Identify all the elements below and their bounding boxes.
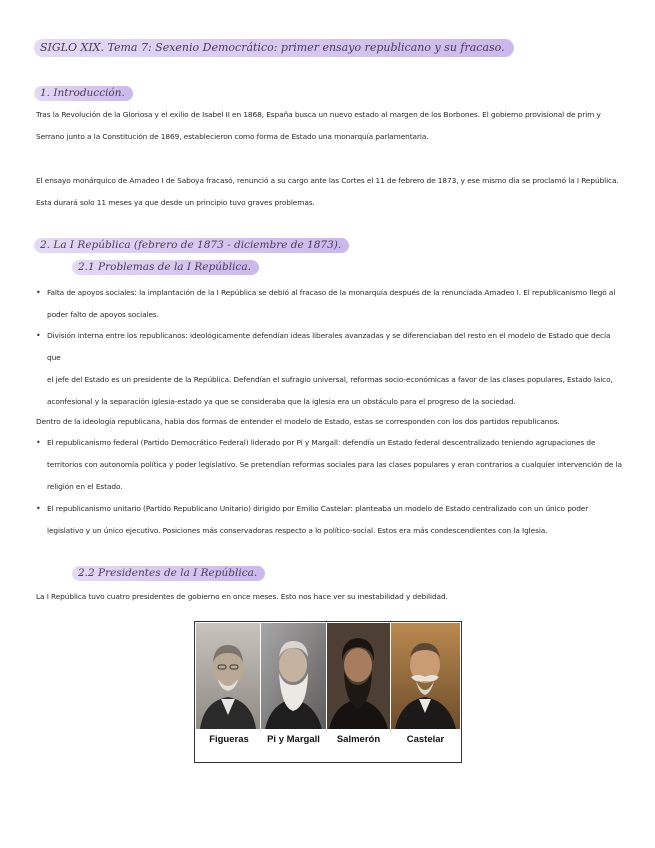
portrait-castelar: [391, 623, 460, 729]
bullet-text-line: legislativo y un único ejecutivo. Posiciones más conservadoras respecto a lo político-social. Estos era más condescendientes con la Iglesia.: [47, 526, 548, 535]
bullet-icon: •: [36, 288, 41, 297]
portrait-figueras: [196, 623, 260, 729]
photo-captions: [195, 734, 461, 758]
presidents-photo: [194, 621, 462, 763]
list-item: [36, 432, 626, 498]
ideology-paragraph: Dentro de la ideología republicana, había dos formas de entender el modelo de Estado, estas se corresponden con los dos partidos republicanos.: [36, 417, 560, 426]
intro-paragraph-1-line-2: Serrano junto a la Constitución de 1869, establecieron como forma de Estado una monarquía parlamentaria.: [36, 132, 429, 141]
bullet-text-line: el jefe del Estado es un presidente de la República. Defendían el sufragio universal, reformas socio-económicas a favor de las clases populares, Estado laico,: [47, 375, 613, 384]
intro-paragraph-2-line-2: Esta durará solo 11 meses ya que desde un principio tuvo graves problemas.: [36, 198, 315, 207]
caption-castelar: Castelar: [406, 734, 445, 745]
bullet-text-line: Falta de apoyos sociales: la implantación de la I República se debió al fracaso de la monarquía después de la renunciada Amadeo I. El republicanismo llegó al: [47, 288, 616, 297]
bullet-icon: •: [36, 331, 41, 340]
caption-figueras: Figueras: [209, 734, 249, 745]
portrait-pi-y-margall: [261, 623, 326, 729]
bullet-text-line: poder falto de apoyos sociales.: [47, 310, 159, 319]
caption-pi-y-margall: Pi y Margall: [267, 734, 320, 745]
presidents-paragraph: La I República tuvo cuatro presidentes de gobierno en once meses. Esto nos hace ver su inestabilidad y debilidad.: [36, 592, 448, 601]
bullet-icon: •: [36, 504, 41, 513]
section-heading-republica: 2. La I República (febrero de 1873 - diciembre de 1873).: [34, 238, 349, 253]
section-heading-introduccion: 1. Introducción.: [34, 86, 133, 101]
bullet-text-line: aconfesional y la separación iglesia-estado ya que se consideraba que la iglesia era un obstáculo para el progreso de la sociedad.: [47, 397, 516, 406]
caption-salmeron: Salmerón: [336, 734, 381, 745]
portrait-salmeron: [327, 623, 390, 729]
subsection-heading-presidentes: 2.2 Presidentes de la I República.: [72, 566, 265, 581]
list-item: [36, 498, 626, 542]
subsection-heading-problemas: 2.1 Problemas de la I República.: [72, 260, 259, 275]
list-item: [36, 325, 626, 413]
intro-paragraph-1-line-1: Tras la Revolución de la Gloriosa y el exilio de Isabel II en 1868, España busca un nuevo estado al margen de los Borbones. El gobierno provisional de prim y: [36, 110, 601, 119]
bullet-text-line: El republicanismo unitario (Partido Republicano Unitario) dirigido por Emilio Castelar: planteaba un modelo de Estado centralizado con un único poder: [47, 504, 589, 513]
bullet-text-line: religión en el Estado.: [47, 482, 123, 491]
list-item: [36, 282, 626, 326]
bullet-icon: •: [36, 438, 41, 447]
bullet-text-line: territorios con autonomía política y poder legislativo. Se pretendían reformas sociales para las clases populares y eran contrarios a cualquier intervención de la: [47, 460, 622, 469]
bullet-text-line: División interna entre los republicanos: ideológicamente defendían ideas liberales avanzadas y se diferenciaban del resto en el modelo de Estado que decía que: [47, 331, 611, 362]
page-title: SIGLO XIX. Tema 7: Sexenio Democrático: primer ensayo republicano y su fracaso.: [34, 39, 514, 57]
intro-paragraph-2-line-1: El ensayo monárquico de Amadeo I de Saboya fracasó, renunció a su cargo ante las Cortes el 11 de febrero de 1873, y ese mismo día se proclamó la I República.: [36, 176, 619, 185]
bullet-text-line: El republicanismo federal (Partido Democrático Federal) liderado por Pi y Margall: defendía un Estado federal descentralizado teniendo agrupaciones de: [47, 438, 596, 447]
